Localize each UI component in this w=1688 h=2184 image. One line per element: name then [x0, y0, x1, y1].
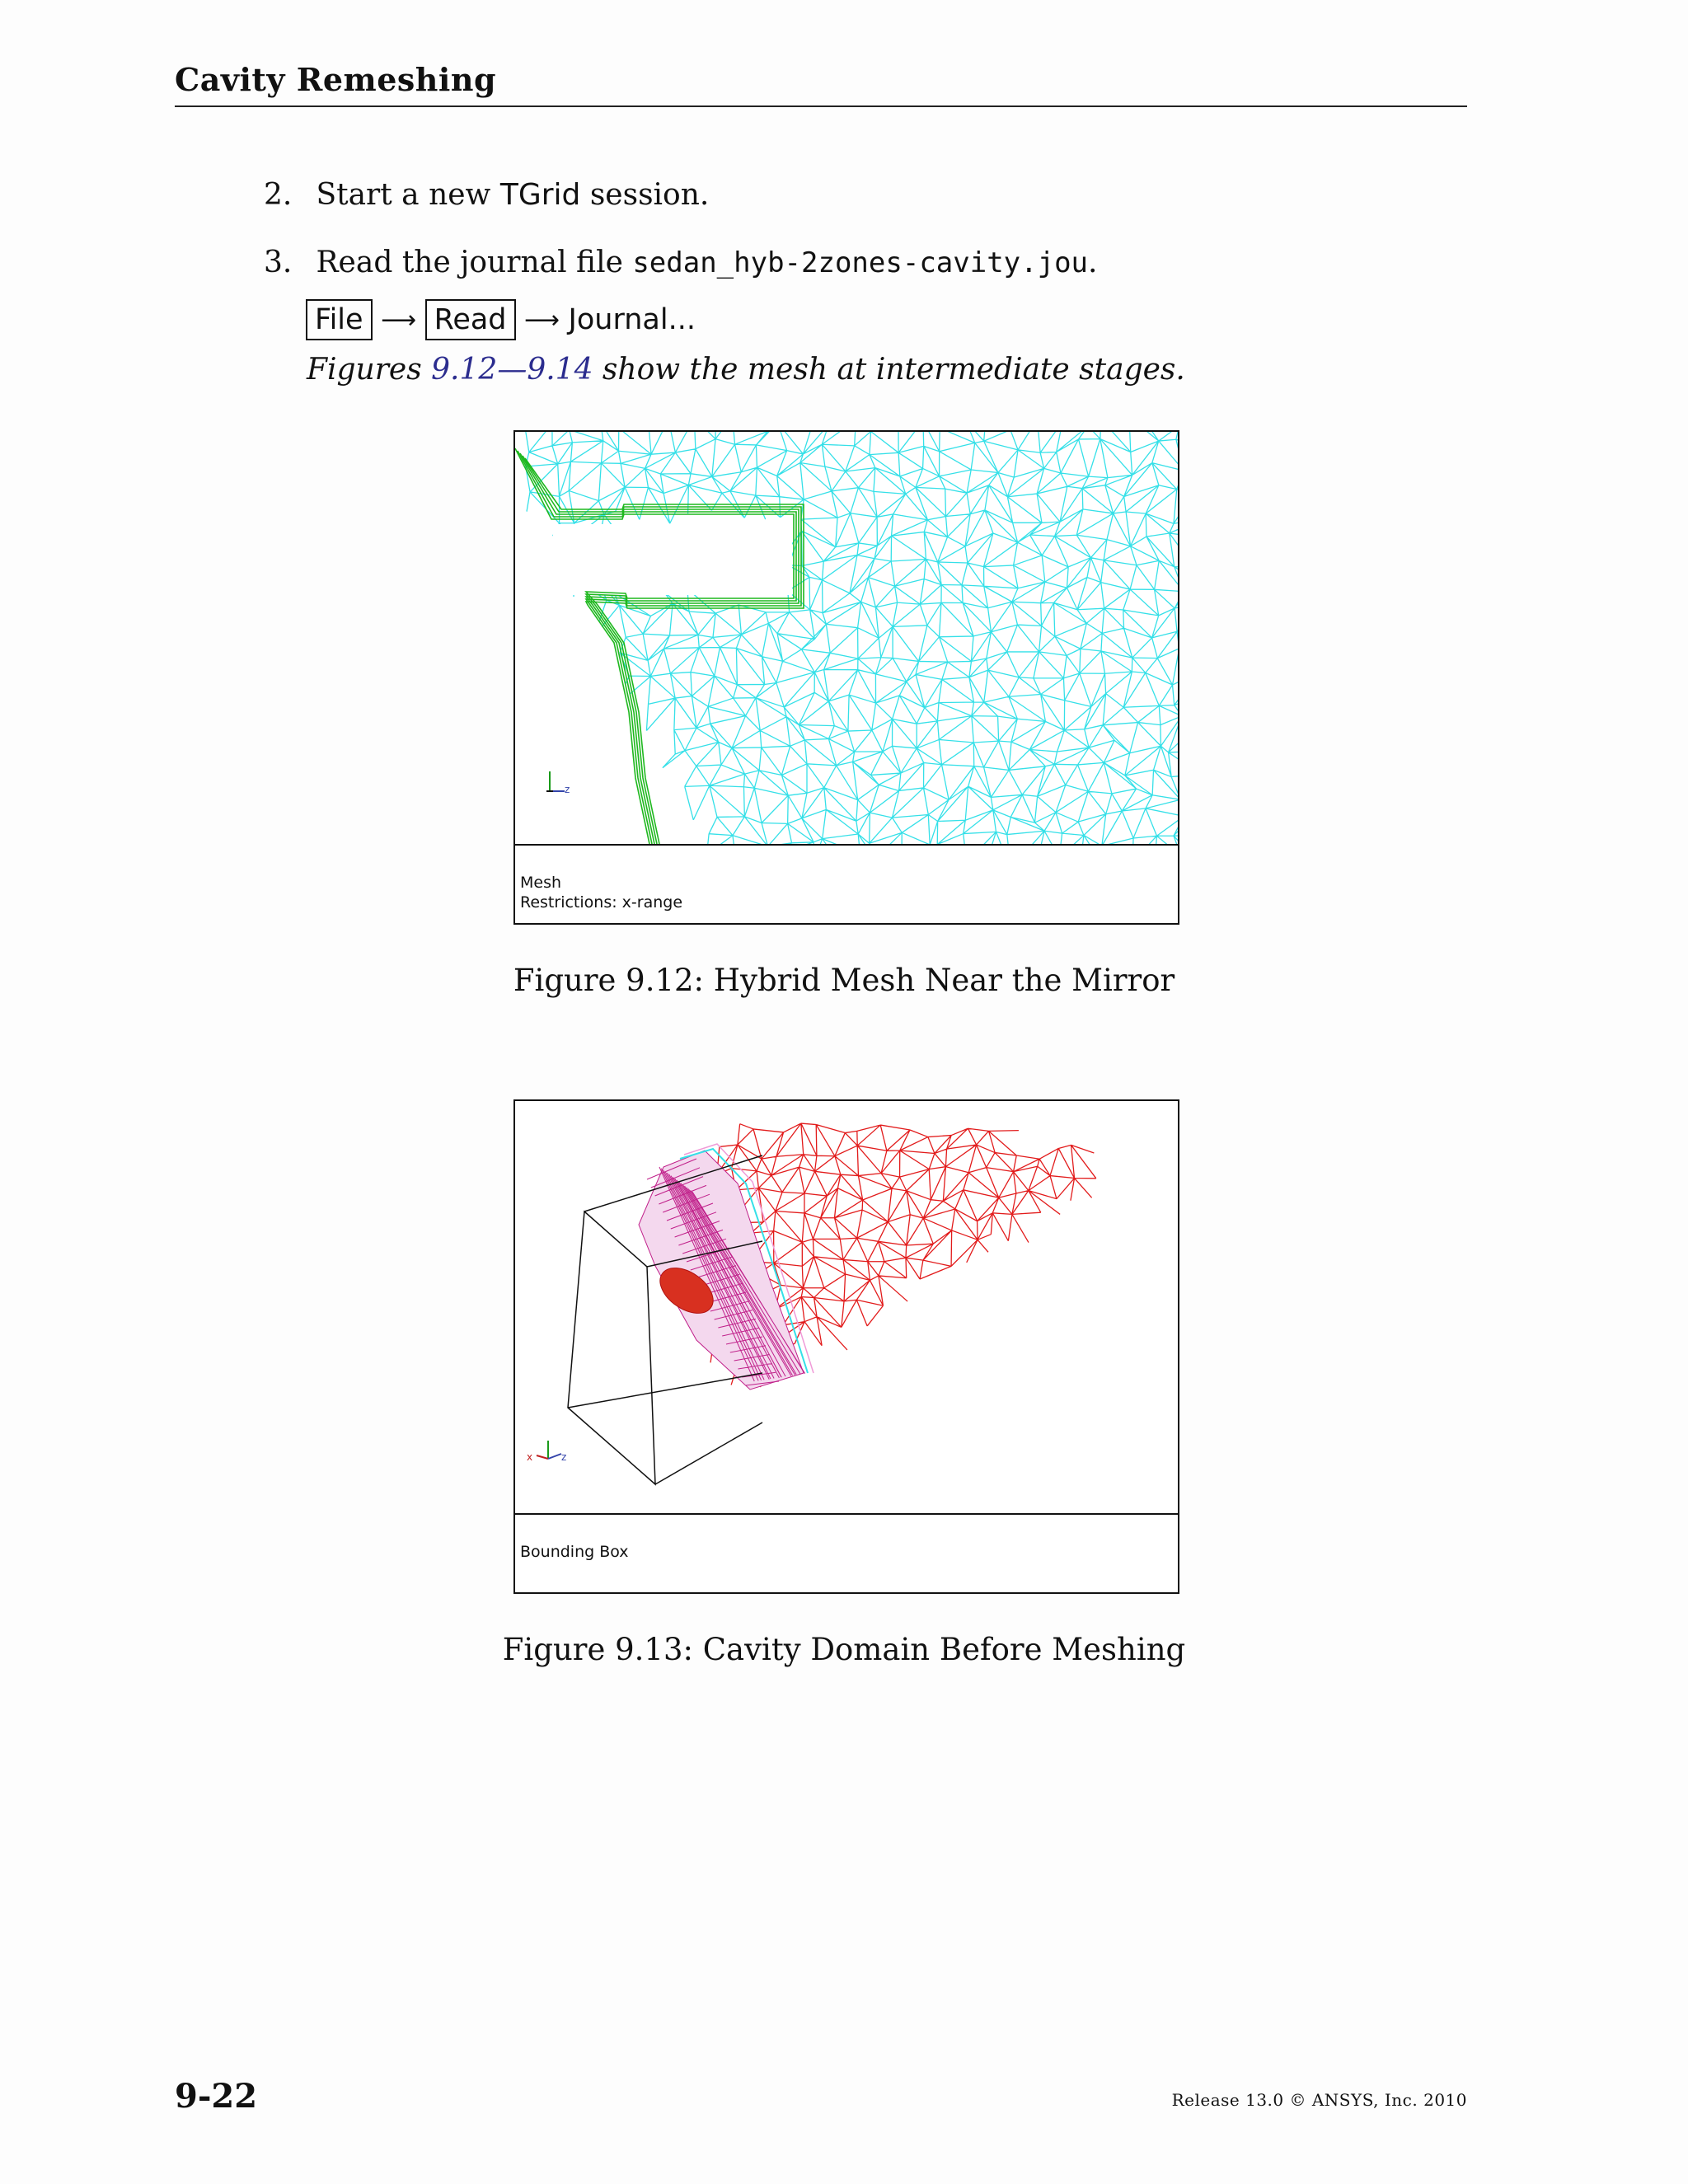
step-3: [264, 246, 1097, 279]
status-line: Restrictions: x-range: [520, 893, 683, 912]
menu-path: [306, 298, 696, 341]
step-2: [264, 178, 709, 212]
step-text-end: session.: [580, 178, 710, 212]
cavity-gap: [553, 524, 792, 595]
figure-9-13: [513, 1099, 1179, 1594]
figure-9-12: [513, 430, 1179, 925]
step-text: Read the journal file: [316, 246, 633, 279]
mesh-viewport: [515, 1101, 1178, 1515]
mesh-viewport: [515, 432, 1178, 846]
step-text-end: .: [1088, 246, 1098, 279]
step-number: 3.: [264, 246, 293, 279]
page-number: 9-22: [175, 2077, 258, 2116]
note-text: Figures: [307, 353, 432, 387]
axis-triad-icon: [527, 1441, 566, 1463]
page-header-title: Cavity Remeshing: [175, 61, 497, 98]
menu-file[interactable]: File: [306, 299, 373, 340]
hybrid-mesh-graphic: [515, 432, 1178, 844]
step-number: 2.: [264, 178, 293, 212]
status-panel: [515, 846, 1178, 923]
step-text: Start a new: [316, 178, 500, 212]
journal-filename: sedan_hyb-2zones-cavity.jou: [632, 246, 1089, 279]
status-panel: [515, 1515, 1178, 1592]
release-note: Release 13.0 © ANSYS, Inc. 2010: [1171, 2090, 1467, 2110]
status-line: Bounding Box: [520, 1543, 629, 1561]
figure-caption: Figure 9.13: Cavity Domain Before Meshing: [502, 1632, 1186, 1667]
boundary-layer-mesh: [639, 1144, 814, 1390]
note-dash: —: [497, 353, 528, 387]
svg-text:z: z: [561, 1451, 567, 1463]
figure-link-9-12[interactable]: 9.12: [431, 353, 498, 387]
arrow-icon: ⟶: [381, 305, 417, 335]
figure-caption: Figure 9.12: Hybrid Mesh Near the Mirror: [513, 963, 1175, 998]
figure-note: [307, 353, 1185, 387]
arrow-icon: ⟶: [524, 305, 560, 335]
svg-text:z: z: [565, 784, 570, 795]
header-rule: [175, 105, 1467, 107]
svg-text:x: x: [527, 1451, 533, 1463]
menu-read[interactable]: Read: [425, 299, 516, 340]
status-line: Mesh: [520, 874, 562, 892]
menu-journal[interactable]: Journal...: [568, 303, 696, 336]
note-text-end: show the mesh at intermediate stages.: [593, 353, 1185, 387]
figure-link-9-14[interactable]: 9.14: [527, 353, 593, 387]
cavity-domain-graphic: [515, 1101, 1178, 1513]
app-name: TGrid: [499, 178, 581, 212]
